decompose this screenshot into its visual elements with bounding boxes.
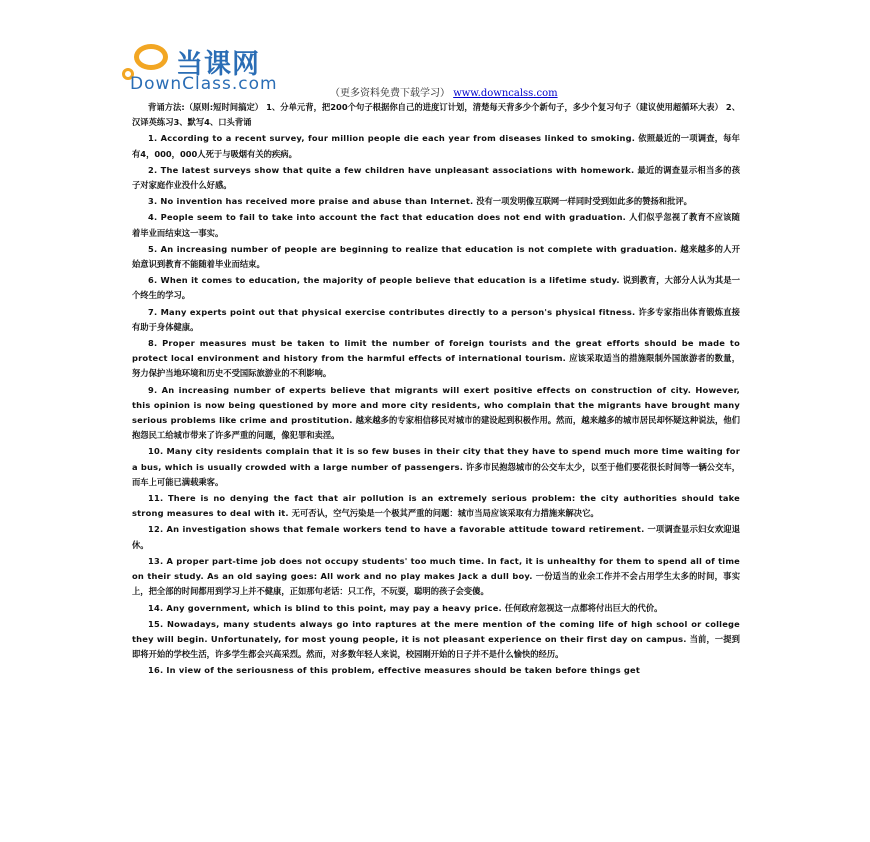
header-note-text: （更多资料免费下载学习） [330,88,450,99]
sentence-chinese: 无可否认，空气污染是一个极其严重的问题：城市当局应该采取有力措施来解决它。 [291,508,599,519]
sentence-chinese: 说到教育，大部分人认为其是一个终生的学习。 [132,275,740,301]
sentence-item [132,617,740,663]
sentence-english: 14. Any government, which is blind to this point, may pay a heavy price. [148,602,502,613]
sentence-item [132,242,740,272]
sentence-chinese: 任何政府忽视这一点都将付出巨大的代价。 [504,602,663,613]
sentence-english: 8. Proper measures must be taken to limit the number of foreign tourists and the great efforts should be made to protect local environment and history from the harmful effects of international tourism. [132,338,740,364]
sentence-item [132,383,740,444]
sentence-chinese: 越来越多的人开始意识到教育不能随着毕业而结束。 [132,243,740,270]
sentence-item [132,336,740,382]
document-body [132,100,740,680]
sentence-english: 4. People seem to fail to take into account the fact that education does not end with graduation. [148,212,627,223]
sentence-english: 9. An increasing number of experts believe that migrants will exert positive effects on construction of city. However, this opinion is now being questioned by more and more city residents, who complain that the migrants have brought many serious problems like crime and prostitution. [132,384,740,426]
sentence-chinese: 越来越多的专家相信移民对城市的建设起到积极作用。然而，越来越多的城市居民却怀疑这种说法，他们抱怨民工给城市带来了许多严重的问题，像犯罪和卖淫。 [132,415,740,441]
sentence-chinese: 人们似乎忽视了教育不应该随着毕业而结束这一事实。 [132,212,740,238]
sentence-list [132,131,740,678]
speech-bubble-icon [134,44,168,70]
sentence-chinese: 没有一项发明像互联网一样同时受到如此多的赞扬和批评。 [476,196,692,207]
sentence-item [132,444,740,490]
sentence-item [132,210,740,240]
sentence-english: 10. Many city residents complain that it is so few buses in their city that they have to spend much more time waiting for a bus, which is usually crowded with a large number of passengers. [132,446,740,472]
logo-chinese-text: 当课网 [176,49,260,80]
sentence-chinese: 当前，一提到即将开始的学校生活，许多学生都会兴高采烈。然而，对多数年轻人来说，校园刚开始的日子并不是什么愉快的经历。 [132,633,740,660]
sentence-chinese: 许多专家指出体育锻炼直接有助于身体健康。 [132,306,740,332]
sentence-item [132,273,740,303]
sentence-english: 3. No invention has received more praise and abuse than Internet. [148,196,474,207]
sentence-item [132,131,740,161]
sentence-chinese: 许多市民抱怨城市的公交车太少，以至于他们要花很长时间等一辆公交车，而车上可能已满载乘客。 [132,461,741,487]
downclass-logo [122,40,282,98]
sentence-item [132,163,740,193]
sentence-chinese: 最近的调查显示相当多的孩子对家庭作业没什么好感。 [132,164,740,191]
sentence-chinese: 一份适当的业余工作并不会占用学生太多的时间，事实上，把全部的时间都用到学习上并不健康，正如那句老话：只工作，不玩耍，聪明的孩子会变傻。 [132,571,740,597]
sentence-english: 16. In view of the seriousness of this problem, effective measures should be taken before things get [148,665,641,676]
sentence-chinese: 一项调查显示妇女欢迎退休。 [132,524,740,550]
sentence-chinese: 应该采取适当的措施限制外国旅游者的数量，努力保护当地环境和历史不受国际旅游业的不利影响。 [132,353,741,379]
sentence-item [132,554,740,600]
logo-english-text: DownClass.com [130,74,278,94]
sentence-english: 2. The latest surveys show that quite a few children have unpleasant associations with homework. [148,164,635,175]
sentence-english: 15. Nowadays, many students always go into raptures at the mere mention of the coming life of high school or college they will begin. Unfortunately, for most young people, it is not pleasant experience on their first day on campus. [132,618,740,644]
header-note [330,84,558,99]
sentence-chinese: 依照最近的一项调查，每年有4，000，000人死于与吸烟有关的疾病。 [132,133,740,159]
sentence-english: 12. An investigation shows that female workers tend to have a favorable attitude toward retirement. [148,524,645,535]
sentence-english: 11. There is no denying the fact that air pollution is an extremely serious problem: the city authorities should take strong measures to deal with it. [132,493,740,519]
sentence-item [132,491,740,521]
sentence-english: 13. A proper part-time job does not occupy students' too much time. In fact, it is unhealthy for them to spend all of time on their study. As an old saying goes: All work and no play makes Jack a dull boy. [132,555,740,582]
sentence-english: 6. When it comes to education, the majority of people believe that education is a lifetime study. [148,275,620,286]
sentence-english: 1. According to a recent survey, four million people die each year from diseases linked to smoking. [148,133,636,144]
sentence-english: 5. An increasing number of people are beginning to realize that education is not complete with graduation. [148,243,678,254]
sentence-item [132,601,740,616]
sentence-english: 7. Many experts point out that physical exercise contributes directly to a person's physical fitness. [148,306,636,317]
sentence-item [132,305,740,335]
method-paragraph: 背诵方法:（原则:短时间搞定） 1、分单元背，把200个句子根据你自己的进度订计划，清楚每天背多少个新句子，多少个复习句子（建议使用超循环大表） 2、汉译英练习3、默写4、口头背诵 [132,102,740,128]
sentence-item [132,663,740,678]
header-link[interactable]: www.downcalss.com [453,88,558,99]
sentence-item [132,194,740,209]
sentence-item [132,522,740,552]
